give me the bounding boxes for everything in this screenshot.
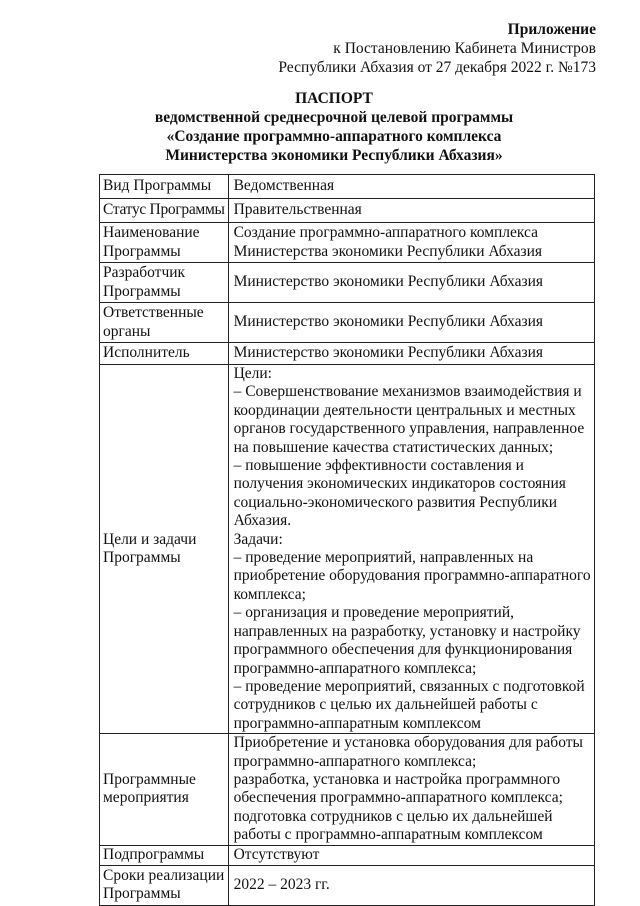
row-value: Ведомственная (228, 175, 594, 199)
row-label: Вид Программы (100, 175, 229, 199)
row-label: Программные мероприятия (100, 734, 229, 845)
title-line: ПАСПОРТ (295, 90, 373, 107)
table-row (100, 303, 595, 343)
table-row (100, 865, 595, 905)
appendix-heading: Приложение (507, 21, 596, 38)
table-row (100, 365, 595, 734)
row-label: Наименование Программы (100, 223, 229, 263)
row-label: Сроки реализации Программы (100, 865, 229, 905)
row-value: Цели: – Совершенствование механизмов взаимодействия и координации деятельности центральных и местных органов государственного управления, направленное на повышение качества статистических данных; – повышение эффективности составления и получения экономических индикаторов состояния социально-экономического развития Республики Абхазия. Задачи: – проведение мероприятий, направленных на приобретение оборудования программно-аппаратного комплекса; – организация и проведение мероприятий, направленных на разработку, установку и настройку программного обеспечения для функционирования программно-аппаратного комплекса; – проведение мероприятий, связанных с подготовкой сотрудников с целью их дальнейшей работы с программно-аппаратным комплексом (228, 365, 594, 734)
row-label: Подпрограммы (100, 845, 229, 865)
title-line: «Создание программно-аппаратного комплекса (166, 128, 502, 145)
table-row (100, 223, 595, 263)
table-row (100, 343, 595, 365)
row-label: Разработчик Программы (100, 263, 229, 303)
row-value: Министерство экономики Республики Абхазия (228, 343, 594, 365)
title-line: Министерства экономики Республики Абхазия» (165, 147, 503, 164)
row-value: Правительственная (228, 199, 594, 223)
row-label: Статус Программы (100, 199, 229, 223)
row-value: Министерство экономики Республики Абхазия (228, 303, 594, 343)
row-label: Исполнитель (100, 343, 229, 365)
row-value: Создание программно-аппаратного комплекса Министерства экономики Республики Абхазия (228, 223, 594, 263)
row-label: Цели и задачи Программы (100, 365, 229, 734)
passport-table (99, 174, 595, 906)
row-value: Отсутствуют (228, 845, 594, 865)
table-row (100, 199, 595, 223)
table-row (100, 263, 595, 303)
row-label: Ответственные органы (100, 303, 229, 343)
table-row (100, 175, 595, 199)
table-row (100, 734, 595, 845)
appendix-note (278, 20, 596, 77)
appendix-line: Республики Абхазия от 27 декабря 2022 г. №173 (278, 59, 596, 76)
appendix-line: к Постановлению Кабинета Министров (333, 40, 596, 57)
document-title (0, 89, 640, 165)
row-value: 2022 – 2023 гг. (228, 865, 594, 905)
row-value: Приобретение и установка оборудования для работы программно-аппаратного комплекса; разработка, установка и настройка программного обеспечения программно-аппаратного комплекса; подготовка сотрудников с целью их дальнейшей работы с программно-аппаратным комплексом (228, 734, 594, 845)
table-row (100, 845, 595, 865)
row-value: Министерство экономики Республики Абхазия (228, 263, 594, 303)
title-line: ведомственной среднесрочной целевой программы (154, 109, 514, 126)
